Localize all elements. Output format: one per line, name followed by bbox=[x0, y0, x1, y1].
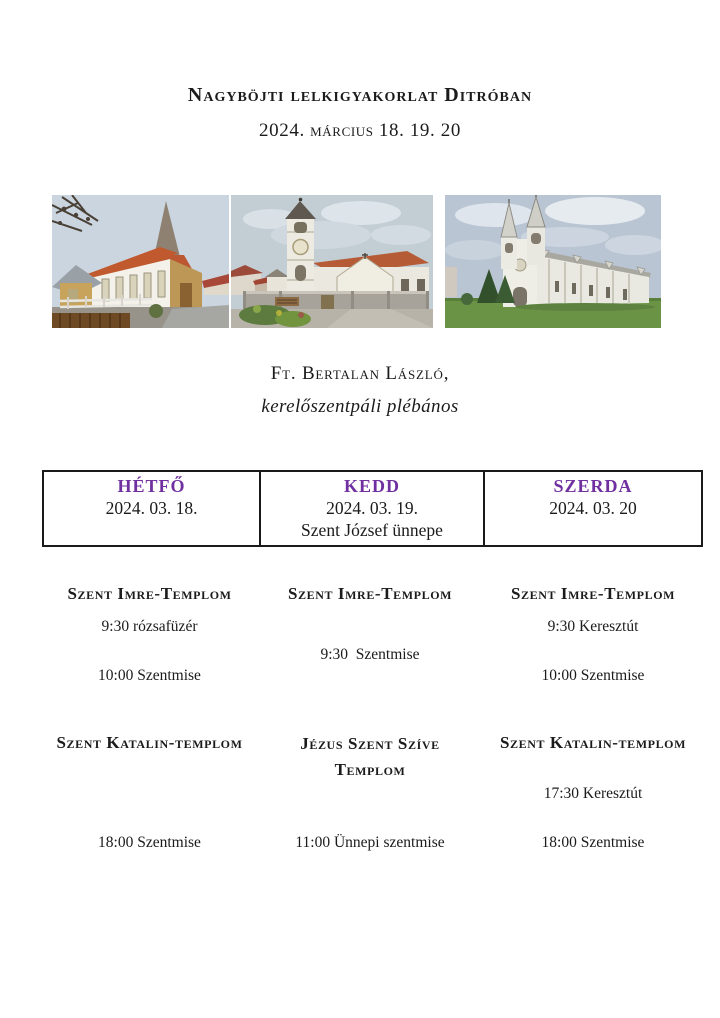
evening-tuesday-church: Jézus Szent Szíve Templom bbox=[300, 734, 440, 779]
day-name-monday: HÉTFŐ bbox=[117, 476, 186, 496]
day-note-tuesday: Szent József ünnepe bbox=[301, 520, 443, 540]
morning-wednesday-item-2: 10:00 Szentmise bbox=[541, 667, 645, 684]
evening-wednesday-church: Szent Katalin-templom bbox=[499, 733, 687, 752]
day-date-tuesday: 2024. 03. 19. bbox=[326, 498, 418, 518]
morning-monday-church: Szent Imre-Templom bbox=[67, 584, 232, 603]
day-column-tuesday bbox=[259, 472, 485, 545]
flyer-title: Nagyböjti lelkigyakorlat Ditróban bbox=[187, 84, 533, 106]
evening-tuesday-item-1: 11:00 Ünnepi szentmise bbox=[295, 834, 445, 851]
day-date-monday: 2024. 03. 18. bbox=[105, 498, 198, 518]
day-column-monday bbox=[44, 472, 259, 545]
day-date-wednesday: 2024. 03. 20 bbox=[549, 498, 637, 518]
morning-wednesday-church: Szent Imre-Templom bbox=[510, 584, 676, 603]
flyer-date-line: 2024. március 18. 19. 20 bbox=[259, 120, 461, 141]
church-photo-1 bbox=[52, 195, 229, 328]
evening-monday-item-1: 18:00 Szentmise bbox=[98, 834, 201, 851]
morning-monday-item-1: 9:30 rózsafüzér bbox=[101, 618, 198, 635]
speaker-name: Ft. Bertalan László, bbox=[270, 363, 450, 384]
church-photos-row bbox=[52, 195, 661, 328]
evening-monday-church: Szent Katalin-templom bbox=[56, 733, 243, 752]
morning-monday-item-2: 10:00 Szentmise bbox=[98, 667, 201, 684]
day-column-wednesday bbox=[485, 472, 701, 545]
church-photo-2 bbox=[231, 195, 433, 328]
day-name-tuesday: KEDD bbox=[343, 476, 400, 496]
speaker-role: kerelőszentpáli plébános bbox=[261, 396, 459, 417]
morning-tuesday-item-1: 9:30 Szentmise bbox=[320, 646, 420, 663]
evening-wednesday-item-2: 18:00 Szentmise bbox=[541, 834, 645, 851]
day-table bbox=[42, 470, 703, 547]
morning-wednesday-item-1: 9:30 Keresztút bbox=[547, 618, 639, 635]
church-photo-3 bbox=[445, 195, 661, 328]
evening-wednesday-item-1: 17:30 Keresztút bbox=[543, 785, 643, 802]
morning-tuesday-church: Szent Imre-Templom bbox=[287, 584, 453, 603]
day-name-wednesday: SZERDA bbox=[553, 476, 633, 496]
